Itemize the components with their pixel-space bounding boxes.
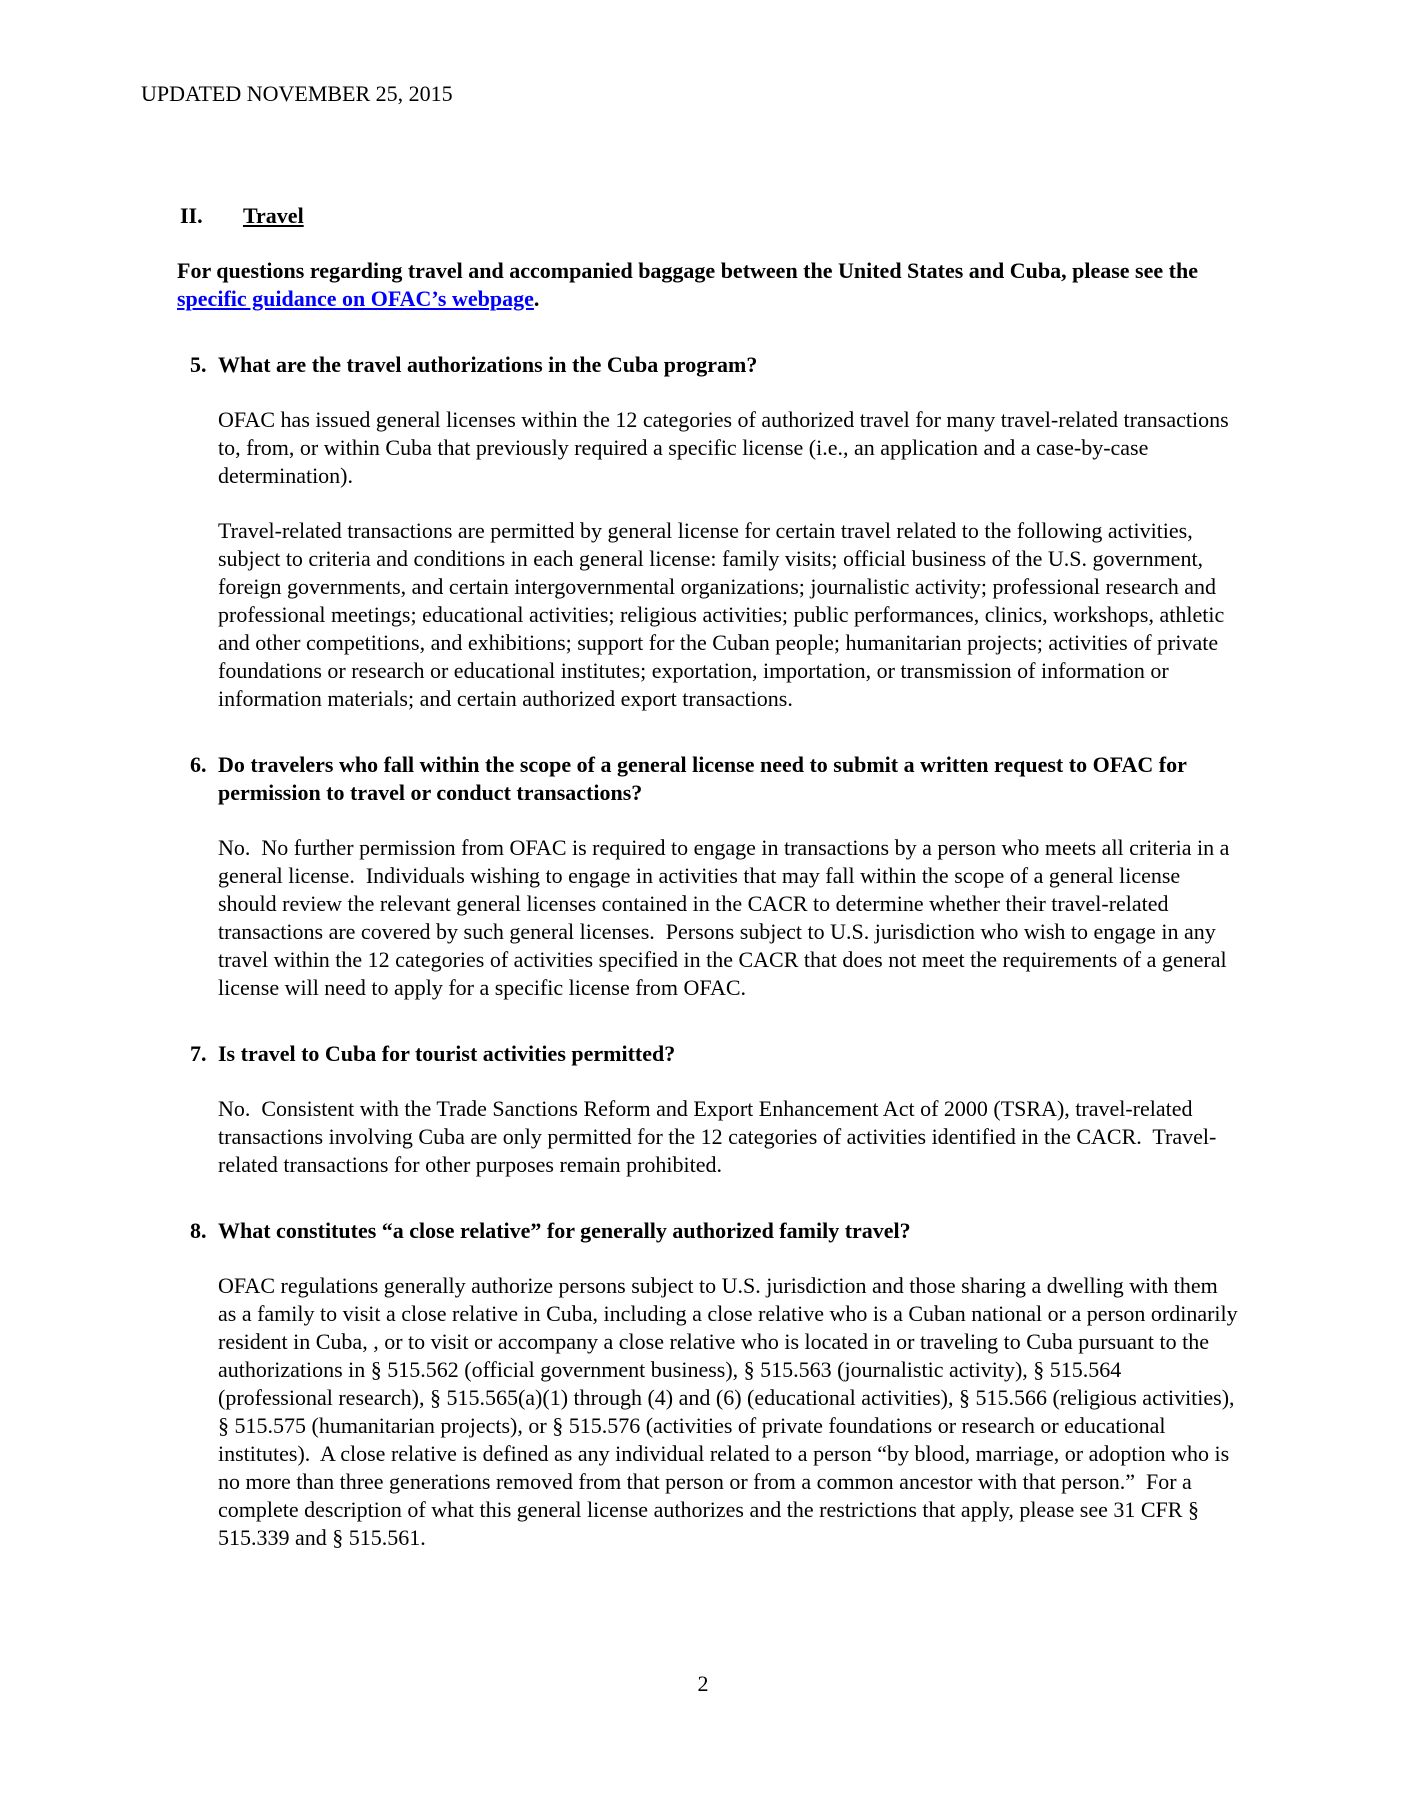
section-heading [177,202,1238,230]
faq-item-8 [177,1217,1244,1552]
question-heading [177,1217,1238,1245]
answer-paragraph: OFAC regulations generally authorize persons subject to U.S. jurisdiction and those sharing a dwelling with them as a family to visit a close relative in Cuba, including a close relative who is a Cuban national or a person ordinarily resident in Cuba, , or to visit or accompany a close relative who is located in or traveling to Cuba pursuant to the authorizations in § 515.562 (official government business), § 515.563 (journalistic activity), § 515.564 (professional research), § 515.565(a)(1) through (4) and (6) (educational activities), § 515.566 (religious activities), § 515.575 (humanitarian projects), or § 515.576 (activities of private foundations or research or educational institutes). A close relative is defined as any individual related to a person “by blood, marriage, or adoption who is no more than three generations removed from that person or from a common ancestor with that person.” For a complete description of what this general license authorizes and the restrictions that apply, please see 31 CFR § 515.339 and § 515.561. [218,1273,1244,1550]
answer-paragraph: No. Consistent with the Trade Sanctions Reform and Export Enhancement Act of 2000 (TSRA), travel-related transactions involving Cuba are only permitted for the 12 categories of activities identified in the CACR. Travel-related transactions for other purposes remain prohibited. [218,1096,1217,1177]
question-heading [177,751,1238,807]
intro-text-before: For questions regarding travel and accompanied baggage between the United States and Cuba, please see the [177,258,1198,283]
question-text: Do travelers who fall within the scope of a general license need to submit a written request to OFAC for permission to travel or conduct transactions? [218,752,1187,805]
question-text: What constitutes “a close relative” for generally authorized family travel? [218,1218,911,1243]
question-text: Is travel to Cuba for tourist activities permitted? [218,1041,676,1066]
answer-paragraph: Travel-related transactions are permitted by general license for certain travel related to the following activities, subject to criteria and conditions in each general license: family visits; official business of the U.S. government, foreign governments, and certain intergovernmental organizations; journalistic activity; professional research and professional meetings; educational activities; religious activities; public performances, clinics, workshops, athletic and other competitions, and exhibitions; support for the Cuban people; humanitarian projects; activities of private foundations or research or educational institutes; exportation, importation, or transmission of information or information materials; and certain authorized export transactions. [218,518,1230,711]
question-heading [177,351,1238,379]
intro-paragraph [177,257,1238,313]
answer-paragraph: OFAC has issued general licenses within the 12 categories of authorized travel for many travel-related transactions to, from, or within Cuba that previously required a specific license (i.e., an application and a case-by-case determination). [218,407,1235,488]
faq-item-7 [177,1040,1238,1179]
question-number: 6. [190,752,207,777]
intro-text-after: . [533,286,540,311]
document-body [177,202,1244,1552]
page-number: 2 [697,1671,709,1696]
answer-paragraph: No. No further permission from OFAC is required to engage in transactions by a person who meets all criteria in a general license. Individuals wishing to engage in activities that may fall within the scope of a general license should review the relevant general licenses contained in the CACR to determine whether their travel-related transactions are covered by such general licenses. Persons subject to U.S. jurisdiction who wish to engage in any travel within the 12 categories of activities specified in the CACR that does not meet the requirements of a general license will need to apply for a specific license from OFAC. [218,835,1235,1000]
question-number: 7. [190,1041,207,1066]
section-numeral: II. [180,203,203,228]
ofac-webpage-link[interactable]: specific guidance on OFAC’s webpage [177,286,534,311]
document-updated-date: UPDATED NOVEMBER 25, 2015 [141,81,453,106]
question-text: What are the travel authorizations in the Cuba program? [218,352,758,377]
question-heading [177,1040,1238,1068]
question-number: 5. [190,352,207,377]
question-number: 8. [190,1218,207,1243]
faq-item-5 [177,351,1238,713]
section-title: Travel [243,203,304,228]
faq-item-6 [177,751,1238,1002]
